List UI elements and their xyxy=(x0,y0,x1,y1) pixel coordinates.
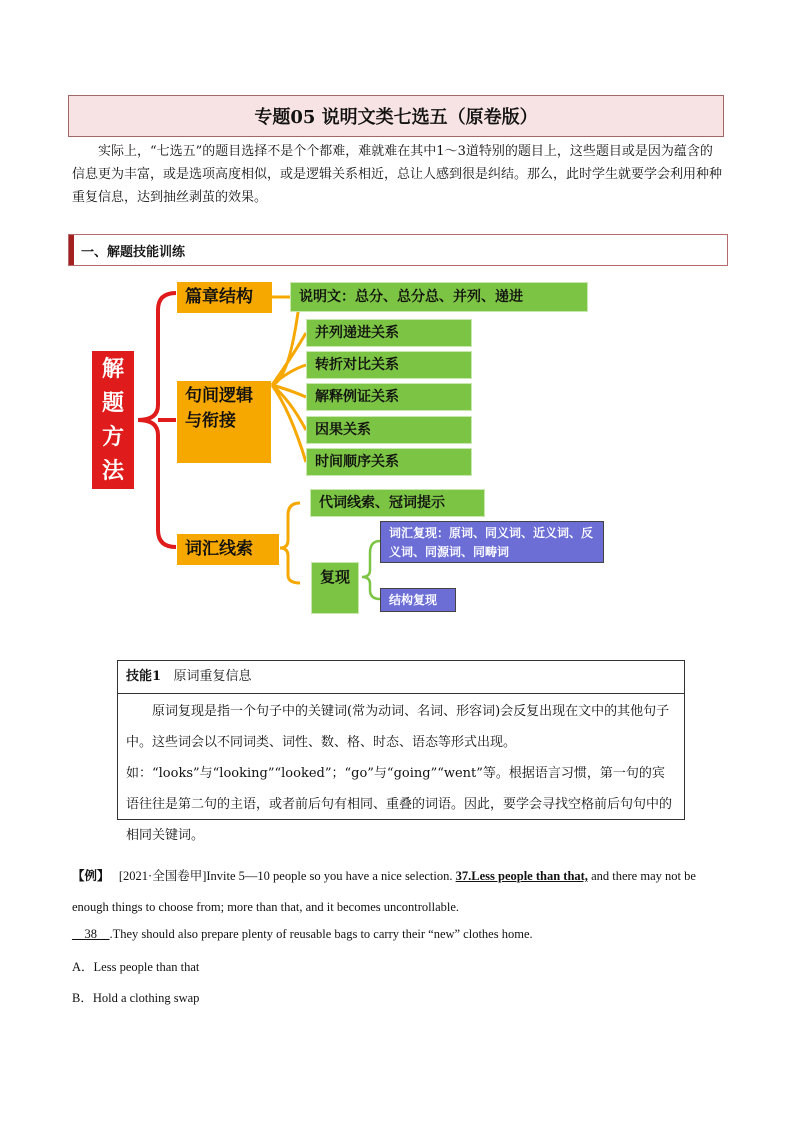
vocab-item-pronoun: 代词线索、冠词提示 xyxy=(310,489,485,517)
root-char: 解 xyxy=(101,357,124,382)
logic-item: 并列递进关系 xyxy=(306,319,472,347)
blank-38: __38__ xyxy=(72,927,110,941)
repeat-item-vocab: 词汇复现：原词、同义词、近义词、反义词、同源词、同畴词 xyxy=(380,521,604,563)
example-paragraph xyxy=(72,861,722,923)
answer-37: 37.Less people than that, xyxy=(455,869,588,883)
logic-item: 因果关系 xyxy=(306,416,472,444)
logic-item: 时间顺序关系 xyxy=(306,448,472,476)
page-title: 专题05 说明文类七选五（原卷版） xyxy=(68,95,724,137)
example-tag: 【例】 xyxy=(72,869,110,883)
branch-vocab: 词汇线索 xyxy=(177,534,279,565)
skill-box xyxy=(117,660,685,843)
example-text-1: Invite 5—10 people so you have a nice selection. xyxy=(206,869,456,883)
root-char: 法 xyxy=(101,459,124,484)
skill-label: 技能1 xyxy=(126,669,162,684)
section-heading: 一、解题技能训练 xyxy=(81,245,186,260)
intro-paragraph: 实际上，“七选五”的题目选择不是个个都难，难就难在其中1～3道特别的题目上，这些题目或是因为蕴含的信息更为丰富，或是选项高度相似，或是逻辑关系相近，总让人感到很是纠结。那么，此时学生就要学会利用种种重复信息，达到抽丝剥茧的效果。 xyxy=(72,144,723,205)
repeat-node: 复现 xyxy=(311,562,359,614)
skill-header xyxy=(118,661,684,694)
root-char: 方 xyxy=(101,425,124,450)
logic-item: 转折对比关系 xyxy=(306,351,472,379)
skill-body: 原词复现是指一个句子中的关键词(常为动词、名词、形容词)会反复出现在文中的其他句子中。这些词会以不同词类、词性、数、格、时态、语态等形式出现。如：“looks”与“looking”“looked”；“go”与“going”“went”等。根据语言习惯，第一句的宾语往往是第二句的主语，或者前后句有相同、重叠的词语。因此，要学会寻找空格前后句句中的相同关键词。 xyxy=(126,704,673,843)
structure-item: 说明文：总分、总分总、并列、递进 xyxy=(290,282,588,312)
root-char: 题 xyxy=(101,391,124,416)
logic-item: 解释例证关系 xyxy=(306,383,472,411)
green-bracket-repeat xyxy=(362,541,380,599)
example-text-3: .They should also prepare plenty of reusable bags to carry their “new” clothes home. xyxy=(109,927,533,941)
example-line-38 xyxy=(72,926,722,942)
repeat-item-structure: 结构复现 xyxy=(380,588,456,612)
skill-name: 原词重复信息 xyxy=(173,669,252,684)
branch-logic: 句间逻辑与衔接 xyxy=(177,381,271,463)
root-node xyxy=(92,351,134,489)
example-text-2: and there may not be enough things to choose from; more than that, and it becomes uncontrollable. xyxy=(72,869,696,914)
option-a: A．Less people than that xyxy=(72,960,200,974)
orange-fan-logic xyxy=(272,297,306,462)
option-b: B．Hold a clothing swap xyxy=(72,991,200,1005)
branch-structure: 篇章结构 xyxy=(177,282,272,313)
orange-bracket-vocab xyxy=(280,503,300,583)
example-source: [2021·全国卷甲] xyxy=(118,869,207,883)
